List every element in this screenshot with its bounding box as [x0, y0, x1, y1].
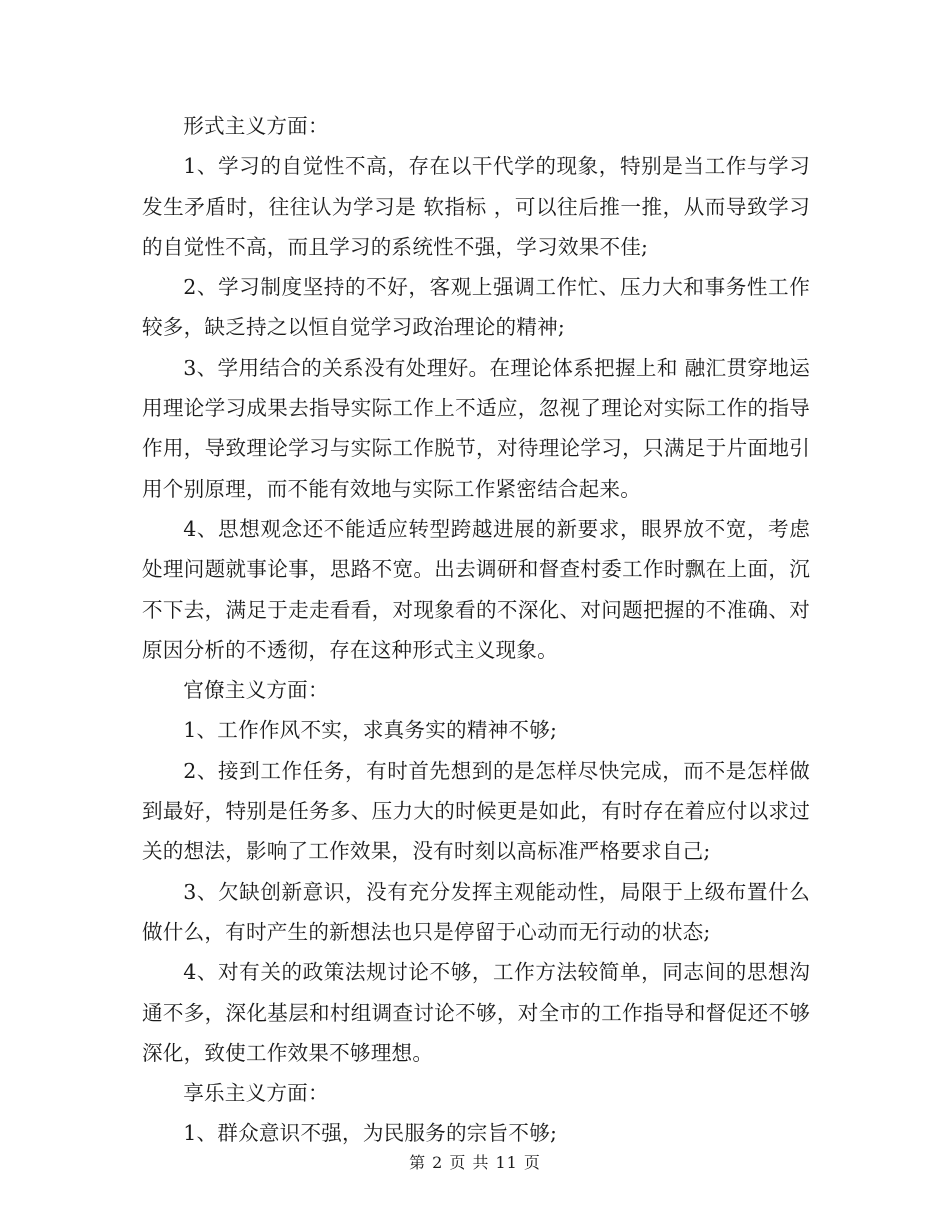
page-footer [0, 1150, 950, 1173]
footer-middle: 页 共 [449, 1153, 490, 1172]
paragraph-formalism-3: 3、学用结合的关系没有处理好。在理论体系把握上和 融汇贯穿地运用理论学习成果去指导实际工作上不适应，忽视了理论对实际工作的指导作用，导致理论学习与实际工作脱节，对待理论学习，只满足于片面地引用个别原理，而不能有效地与实际工作紧密结合起来。 [142, 355, 810, 501]
footer-page-number: 2 [432, 1153, 444, 1172]
paragraph-bureaucracy-3: 3、欠缺创新意识，没有充分发挥主观能动性，局限于上级布置什么做什么，有时产生的新想法也只是停留于心动而无行动的状态; [142, 879, 810, 944]
paragraph-formalism-1: 1、学习的自觉性不高，存在以干代学的现象，特别是当工作与学习发生矛盾时，往往认为学习是 软指标 ，可以往后推一推，从而导致学习的自觉性不高，而且学习的系统性不强，学习效果不佳; [142, 154, 810, 259]
document-body [142, 106, 810, 1154]
section-heading-hedonism: 享乐主义方面： [183, 1081, 329, 1106]
paragraph-bureaucracy-2: 2、接到工作任务，有时首先想到的是怎样尽快完成，而不是怎样做到最好，特别是任务多、压力大的时候更是如此，有时存在着应付以求过关的想法，影响了工作效果，没有时刻以高标准严格要求自己; [142, 758, 810, 864]
paragraph-formalism-4: 4、思想观念还不能适应转型跨越进展的新要求，眼界放不宽，考虑处理问题就事论事，思路不宽。出去调研和督查村委工作时飘在上面，沉不下去，满足于走走看看，对现象看的不深化、对问题把握的不准确、对原因分析的不透彻，存在这种形式主义现象。 [142, 516, 810, 662]
footer-prefix: 第 [409, 1153, 427, 1172]
footer-suffix: 页 [523, 1153, 541, 1172]
paragraph-bureaucracy-1: 1、工作作风不实，求真务实的精神不够; [183, 718, 558, 743]
paragraph-bureaucracy-4: 4、对有关的政策法规讨论不够，工作方法较简单，同志间的思想沟通不多，深化基层和村组调查讨论不够，对全市的工作指导和督促还不够深化，致使工作效果不够理想。 [142, 960, 810, 1065]
section-heading-formalism: 形式主义方面： [183, 114, 329, 138]
paragraph-hedonism-1: 1、群众意识不强，为民服务的宗旨不够; [183, 1121, 558, 1146]
footer-total-pages: 11 [495, 1153, 518, 1172]
paragraph-formalism-2: 2、学习制度坚持的不好，客观上强调工作忙、压力大和事务性工作较多，缺乏持之以恒自觉学习政治理论的精神; [142, 275, 810, 340]
section-heading-bureaucracy: 官僚主义方面： [183, 678, 329, 703]
